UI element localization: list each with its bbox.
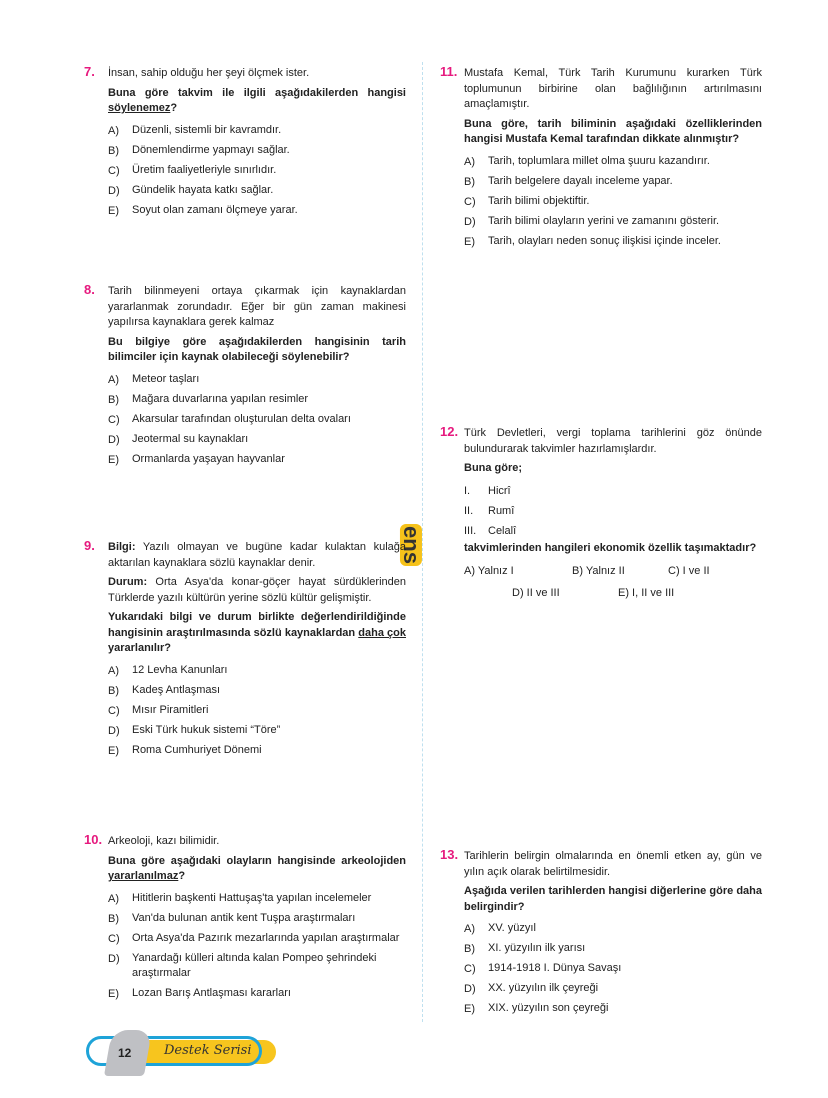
logo-text: ens (398, 526, 424, 564)
option-text: Meteor taşları (132, 372, 200, 385)
option-text: Roma Cumhuriyet Dönemi (132, 743, 262, 756)
option-text: XI. yüzyılın ilk yarısı (488, 942, 586, 954)
publisher-logo (398, 520, 426, 572)
answer-option[interactable] (464, 959, 762, 979)
option-text: Orta Asya'da Pazırık mezarlarında yapılan araştırmalar (132, 931, 400, 944)
option-text: Van'da bulunan antik kent Tuşpa araştırmaları (132, 911, 356, 924)
option-letter: B) (108, 393, 119, 406)
question-8 (84, 284, 406, 470)
text-segment: takvimlerinden hangileri ekonomik özellik taşımaktadır? (464, 541, 757, 554)
roman-item (464, 501, 762, 521)
answer-option[interactable] (108, 701, 406, 721)
text-segment: Buna göre takvim ile ilgili aşağıdakilerden hangisi (108, 86, 406, 99)
question-text (108, 610, 406, 657)
answer-option[interactable]: B) Yalnız II (572, 565, 625, 577)
question-text (108, 575, 406, 606)
answer-option[interactable]: D) II ve III (512, 587, 560, 599)
option-letter: B) (108, 684, 119, 697)
page-number: 12 (118, 1046, 132, 1060)
question-11 (440, 66, 762, 252)
answer-option[interactable] (108, 741, 406, 761)
text-segment: Buna göre aşağıdaki olayların hangisinde arkeolojiden (108, 854, 406, 867)
question-13 (440, 849, 762, 1019)
question-text (464, 541, 762, 557)
question-text (464, 66, 762, 113)
option-text: Gündelik hayata katkı sağlar. (132, 183, 274, 196)
text-segment: Bilgi: (108, 541, 136, 553)
question-text (108, 834, 406, 850)
text-segment: Arkeoloji, kazı bilimidir. (108, 835, 220, 847)
option-letter: E) (464, 1003, 475, 1015)
answer-option[interactable] (108, 949, 406, 984)
answer-option[interactable] (464, 172, 762, 192)
option-letter: E) (108, 987, 119, 1000)
question-body (108, 66, 406, 221)
text-segment: ? (178, 870, 186, 882)
option-letter: E) (108, 204, 119, 217)
question-number: 10. (84, 832, 103, 847)
option-text: Tarih bilimi olayların yerini ve zamanını gösterir. (488, 214, 720, 227)
answer-option[interactable] (108, 681, 406, 701)
text-segment: Durum: (108, 576, 148, 588)
option-letter: E) (108, 453, 119, 466)
question-text (108, 854, 406, 885)
question-body (108, 284, 406, 470)
option-letter: D) (464, 215, 476, 228)
question-text (108, 66, 406, 82)
question-7 (84, 66, 406, 221)
answer-option[interactable] (108, 889, 406, 909)
answer-option[interactable] (108, 201, 406, 221)
option-text: XX. yüzyılın ilk çeyreği (488, 982, 599, 994)
text-segment: Türk Devletleri, vergi toplama tarihlerini göz önünde bulundurarak takvimler hazırlamışlardır. (464, 427, 762, 455)
question-text (464, 117, 762, 148)
option-text: XV. yüzyıl (488, 922, 536, 934)
text-segment: ? (170, 102, 178, 114)
answer-option[interactable]: A) Yalnız I (464, 565, 514, 577)
roman-text: Rumî (488, 504, 515, 517)
option-text: Jeotermal su kaynakları (132, 432, 249, 445)
option-text: Tarih, olayları neden sonuç ilişkisi içinde inceler. (488, 234, 721, 247)
answer-option[interactable] (108, 141, 406, 161)
answer-option[interactable] (108, 121, 406, 141)
answer-option[interactable] (108, 430, 406, 450)
question-text (464, 426, 762, 457)
options-row (464, 582, 762, 604)
answer-option[interactable] (464, 999, 762, 1019)
answer-option[interactable] (108, 661, 406, 681)
question-12 (440, 426, 762, 604)
option-text: Hititlerin başkenti Hattuşaş'ta yapılan incelemeler (132, 891, 372, 904)
option-letter: B) (108, 144, 119, 157)
option-letter: A) (464, 155, 475, 168)
question-number: 11. (440, 64, 458, 79)
option-letter: C) (108, 932, 120, 945)
option-text: Düzenli, sistemli bir kavramdır. (132, 123, 282, 136)
answer-option[interactable] (464, 919, 762, 939)
text-segment: Buna göre; (464, 462, 523, 474)
roman-item (464, 481, 762, 501)
option-letter: B) (108, 912, 119, 925)
text-segment: Mustafa Kemal, Türk Tarih Kurumunu kurarken Türk toplumunun birbirine olan bağlılığının artırılmasını amaçlamıştır. (464, 67, 762, 110)
answer-option[interactable] (108, 370, 406, 390)
option-letter: E) (108, 744, 119, 757)
text-segment: daha çok (358, 626, 407, 639)
roman-text: Celalî (488, 524, 517, 537)
page-footer (86, 1032, 276, 1072)
option-letter: A) (108, 124, 119, 137)
text-segment: yararlanılır? (108, 642, 171, 654)
option-text: Mağara duvarlarına yapılan resimler (132, 392, 309, 405)
question-number: 9. (84, 538, 95, 553)
option-letter: A) (108, 664, 119, 677)
answer-option[interactable] (108, 984, 406, 1004)
text-segment: Aşağıda verilen tarihlerden hangisi diğerlerine göre daha belirgindir? (464, 885, 762, 913)
answer-option[interactable] (464, 979, 762, 999)
option-text: Tarih, toplumlara millet olma şuuru kazandırır. (488, 154, 710, 167)
option-text: Eski Türk hukuk sistemi “Töre” (132, 723, 281, 736)
question-number: 13. (440, 847, 459, 862)
option-letter: A) (108, 892, 119, 905)
roman-numeral: II. (464, 504, 474, 517)
question-text (464, 461, 762, 477)
options-row (464, 560, 762, 582)
option-letter: D) (464, 983, 476, 995)
option-text: Akarsular tarafından oluşturulan delta ovaları (132, 412, 351, 425)
roman-text: Hicrî (488, 484, 511, 497)
roman-numeral: I. (464, 484, 471, 497)
answer-option[interactable] (108, 929, 406, 949)
question-text (108, 540, 406, 571)
text-segment: söylenemez (108, 102, 171, 114)
text-segment: Bu bilgiye göre aşağıdakilerden hangisinin tarih bilimciler için kaynak olabileceği söylenebilir? (108, 335, 406, 363)
option-text: 12 Levha Kanunları (132, 663, 228, 676)
option-letter: C) (464, 963, 476, 975)
answer-option[interactable] (464, 152, 762, 172)
answer-option[interactable] (108, 390, 406, 410)
question-body (464, 426, 762, 604)
text-segment: Orta Asya'da konar-göçer hayat sürdüklerinden Türklerde yazılı kültürün yerine sözlü kültür gelişmiştir. (108, 576, 406, 604)
option-text: 1914-1918 I. Dünya Savaşı (488, 962, 622, 974)
answer-option[interactable] (108, 410, 406, 430)
answer-option[interactable] (464, 232, 762, 252)
option-text: Kadeş Antlaşması (132, 683, 221, 696)
option-letter: A) (108, 373, 119, 386)
question-text (108, 284, 406, 331)
option-text: Yanardağı külleri altında kalan Pompeo şehrindeki araştırmalar (132, 951, 377, 979)
option-letter: D) (108, 952, 120, 965)
answer-option[interactable] (108, 161, 406, 181)
option-text: Tarih belgelere dayalı inceleme yapar. (488, 174, 673, 187)
answer-option[interactable] (108, 450, 406, 470)
question-body (108, 540, 406, 761)
question-number: 12. (440, 424, 459, 439)
option-text: Üretim faaliyetleriyle sınırlıdır. (132, 163, 277, 176)
question-body (464, 66, 762, 252)
option-letter: B) (464, 175, 475, 188)
option-text: Mısır Piramitleri (132, 703, 209, 716)
option-letter: E) (464, 235, 475, 248)
option-letter: C) (464, 195, 476, 208)
answer-option[interactable] (108, 909, 406, 929)
question-9 (84, 540, 406, 761)
option-text: XIX. yüzyılın son çeyreği (488, 1002, 609, 1014)
question-10 (84, 834, 406, 1004)
text-segment: Tarih bilinmeyeni ortaya çıkarmak için kaynaklardan yararlanmak zorundadır. Eğer bir gün zaman makinesi yapılırsa kaynaklara gerek kalmaz (108, 285, 406, 328)
option-text: Tarih bilimi objektiftir. (488, 194, 590, 207)
option-letter: C) (108, 164, 120, 177)
option-text: Lozan Barış Antlaşması kararları (132, 986, 291, 999)
question-body (464, 849, 762, 1019)
option-text: Ormanlarda yaşayan hayvanlar (132, 452, 285, 465)
option-text: Dönemlendirme yapmayı sağlar. (132, 143, 290, 156)
question-text (108, 86, 406, 117)
option-letter: A) (464, 923, 475, 935)
option-text: Soyut olan zamanı ölçmeye yarar. (132, 203, 298, 216)
text-segment: İnsan, sahip olduğu her şeyi ölçmek ister. (108, 67, 310, 79)
question-body (108, 834, 406, 1004)
text-segment: Buna göre, tarih biliminin aşağıdaki özelliklerinden hangisi Mustafa Kemal tarafından dikkate alınmıştır? (464, 117, 762, 145)
question-text (464, 884, 762, 915)
answer-option[interactable] (464, 212, 762, 232)
option-letter: D) (108, 184, 120, 197)
question-text (108, 335, 406, 366)
roman-numeral: III. (464, 524, 477, 537)
text-segment: Yazılı olmayan ve bugüne kadar kulaktan kulağa aktarılan kaynaklara sözlü kaynaklar denir. (108, 541, 406, 569)
series-title: Destek Serisi (164, 1043, 252, 1058)
answer-option[interactable] (108, 181, 406, 201)
option-letter: D) (108, 724, 120, 737)
option-letter: C) (108, 413, 120, 426)
text-segment: yararlanılmaz (108, 870, 179, 882)
option-letter: D) (108, 433, 120, 446)
answer-option[interactable] (108, 721, 406, 741)
question-text (464, 849, 762, 880)
roman-item (464, 521, 762, 541)
question-number: 8. (84, 282, 95, 297)
answer-option[interactable] (464, 939, 762, 959)
answer-option[interactable] (464, 192, 762, 212)
answer-option[interactable]: E) I, II ve III (618, 587, 675, 599)
text-segment: Yukarıdaki bilgi ve durum birlikte değerlendirildiğinde hangisinin araştırılmasında sözlü kaynaklardan (108, 611, 406, 639)
question-number: 7. (84, 64, 95, 79)
option-letter: B) (464, 943, 475, 955)
option-letter: C) (108, 704, 120, 717)
answer-option[interactable]: C) I ve II (668, 565, 710, 577)
text-segment: Tarihlerin belirgin olmalarında en önemli etken ay, gün ve yılın açık olarak belirtilmesidir. (464, 850, 762, 878)
